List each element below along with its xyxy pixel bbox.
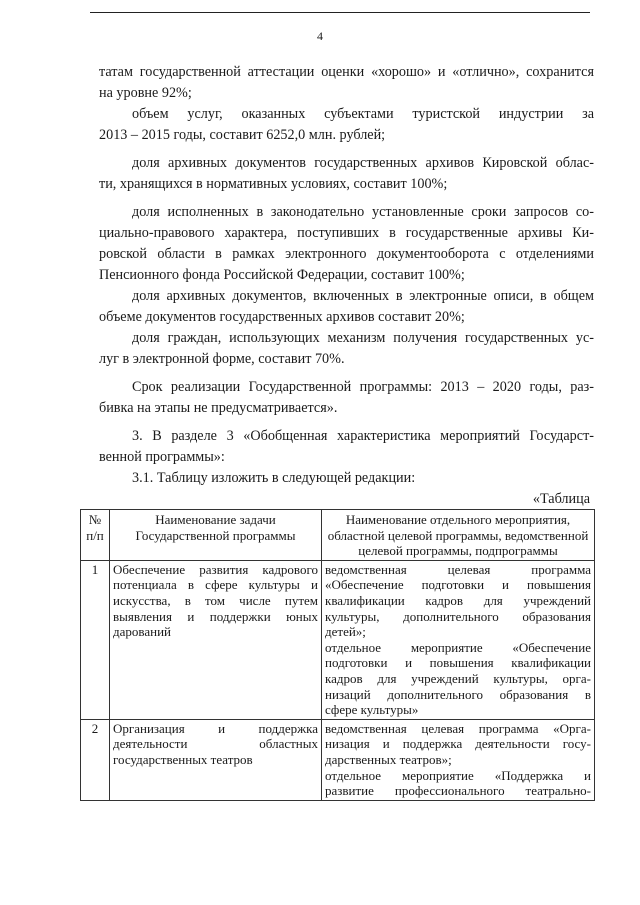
- row-number: 2: [81, 719, 110, 800]
- measure-line: ведомственная целевая программа: [325, 561, 591, 577]
- text-line: 3.1. Таблицу изложить в следующей редакции:: [132, 470, 416, 486]
- text-line: на уровне 92%;: [99, 85, 192, 101]
- text-line: доля архивных документов, включенных в электронные описи, в общем: [132, 288, 594, 304]
- measure-line: низаций дополнительного образования в: [325, 686, 591, 702]
- top-rule: [90, 12, 590, 13]
- text-line: 2013 – 2015 годы, составит 6252,0 млн. рублей;: [99, 127, 386, 143]
- measures-table: [80, 509, 595, 801]
- row-number: 1: [81, 560, 110, 719]
- table-header-row: [81, 510, 595, 561]
- table-row: [81, 560, 595, 719]
- measure-line: детей»;: [325, 624, 366, 640]
- measure-line: квалификации кадров для учреждений: [325, 592, 591, 608]
- measure-line: «Обеспечение подготовки и повышения: [325, 577, 591, 593]
- measure-line: кадров для учреждений культуры, орга-: [325, 670, 591, 686]
- table-row: [81, 719, 595, 800]
- measure-line: отдельное мероприятие «Поддержка и: [325, 767, 591, 783]
- row-measures: [322, 719, 595, 800]
- text-line: венной программы»:: [99, 449, 225, 465]
- text-line: объем услуг, оказанных субъектами туристской индустрии за: [132, 106, 594, 122]
- measure-line: развитие профессионального театрально-: [325, 783, 591, 799]
- row-measures: [322, 560, 595, 719]
- text-line: ти, хранящихся в нормативных условиях, составит 100%;: [99, 176, 448, 192]
- text-line: Срок реализации Государственной программы: 2013 – 2020 годы, раз-: [132, 379, 594, 395]
- measure-line: ведомственная целевая программа «Орга-: [325, 720, 591, 736]
- text-line: доля граждан, использующих механизм получения государственных ус-: [132, 330, 594, 346]
- header-task: Наименование задачи Государственной программы: [110, 510, 322, 561]
- measure-line: отдельное мероприятие «Обеспечение: [325, 639, 591, 655]
- header-measure: Наименование отдельного мероприятия, областной целевой программы, ведомственной целевой программы, подпрограммы: [322, 510, 595, 561]
- page-number: 4: [317, 29, 323, 43]
- measure-line: сфере культуры»: [325, 702, 419, 718]
- measure-line: подготовки и повышения квалификации: [325, 655, 591, 671]
- text-line: циально-правового характера, поступивших в государственные архивы Ки-: [99, 225, 594, 241]
- text-line: доля исполненных в законодательно установленные сроки запросов со-: [132, 204, 594, 220]
- text-line: 3. В разделе 3 «Обобщенная характеристика мероприятий Государст-: [132, 428, 594, 444]
- table-clip: [80, 509, 596, 819]
- text-line: доля архивных документов государственных архивов Кировской облас-: [132, 155, 594, 171]
- measure-line: культуры, дополнительного образования: [325, 608, 591, 624]
- measure-line: низация и поддержка деятельности госу-: [325, 736, 591, 752]
- text-line: объеме документов государственных архивов составит 20%;: [99, 309, 465, 325]
- text-line: татам государственной аттестации оценки «хорошо» и «отлично», сохранится: [99, 64, 594, 80]
- header-number: № п/п: [81, 510, 110, 561]
- text-line: бивка на этапы не предусматривается».: [99, 400, 338, 416]
- measure-line: дарственных театров»;: [325, 751, 452, 767]
- text-line: Пенсионного фонда Российской Федерации, составит 100%;: [99, 267, 465, 283]
- text-line: ровской области в рамках электронного документооборота с отделениями: [99, 246, 594, 262]
- row-task: Организация и поддержка деятельности областных государственных театров: [110, 719, 322, 800]
- table-caption: «Таблица: [532, 491, 590, 507]
- row-task: Обеспечение развития кадрового потенциала в сфере культуры и искусства, в том числе путем выявления и поддержки юных дарований: [110, 560, 322, 719]
- text-line: луг в электронной форме, составит 70%.: [99, 351, 345, 367]
